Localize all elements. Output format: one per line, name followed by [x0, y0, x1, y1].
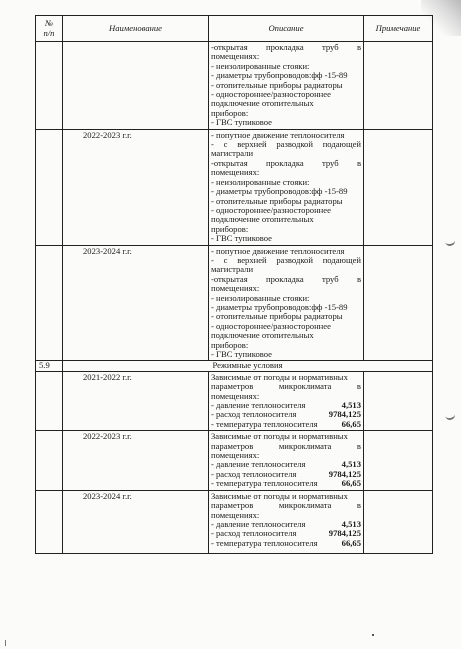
- speck: [5, 640, 6, 646]
- cell-number: [36, 490, 63, 553]
- cell-number: [36, 129, 63, 245]
- cell-note: [364, 490, 433, 553]
- specification-table: [35, 15, 433, 554]
- description-line: помещениях:: [211, 450, 260, 461]
- parameter-label: - расход теплоносителя: [211, 468, 297, 479]
- description-line: подключение отопительных: [211, 330, 314, 341]
- description-line: - диаметры трубопроводов:фф -15-89: [211, 301, 348, 312]
- cell-number: [36, 42, 63, 130]
- cell-note: [364, 129, 433, 245]
- description-line: - отопительные приборы радиаторы: [211, 195, 343, 206]
- parameter-value: 66,65: [341, 418, 361, 429]
- cell-period: 2022-2023 г.г.: [63, 129, 209, 245]
- cell-period: 2023-2024 г.г.: [63, 245, 209, 361]
- section-title: Режимные условия: [63, 361, 433, 371]
- description-line: - ГВС тупиковое: [211, 349, 272, 359]
- parameter-value: 66,65: [341, 537, 361, 548]
- description-line: параметров микроклимата в: [211, 500, 361, 511]
- cell-note: [364, 245, 433, 361]
- description-line: - одностороннее/разностороннее: [211, 320, 331, 331]
- table-row: [36, 129, 433, 245]
- description-line: -открытая прокладка труб в: [211, 42, 361, 52]
- description-line: Зависимые от погоды и нормативных: [211, 371, 348, 382]
- table-row: [36, 490, 433, 553]
- parameter-label: - давление теплоносителя: [211, 459, 306, 470]
- cell-period: 2021-2022 г.г.: [63, 371, 209, 430]
- description-line: - отопительные приборы радиаторы: [211, 311, 343, 322]
- section-row: [36, 361, 433, 371]
- temperature-row: [211, 420, 361, 429]
- description-line: - неизолированные стояки:: [211, 292, 310, 303]
- description-line: помещениях:: [211, 509, 260, 520]
- cell-name: [63, 42, 209, 130]
- description-line: - попутное движение теплоносителя: [211, 245, 345, 256]
- parameter-label: - давление теплоносителя: [211, 518, 306, 529]
- description-line: магистрали: [211, 264, 254, 275]
- description-line: помещениях:: [211, 283, 260, 294]
- temperature-row: [211, 479, 361, 488]
- cell-description: [209, 371, 364, 430]
- table-header-row: [36, 16, 433, 42]
- cell-number: [36, 431, 63, 490]
- cell-note: [364, 431, 433, 490]
- cell-period: 2022-2023 г.г.: [63, 431, 209, 490]
- description-line: - одностороннее/разностороннее: [211, 89, 331, 100]
- description-line: подключение отопительных: [211, 98, 314, 109]
- description-line: - отопительные приборы радиаторы: [211, 79, 343, 90]
- cell-number: [36, 245, 63, 361]
- cell-note: [364, 42, 433, 130]
- description-line: Зависимые от погоды и нормативных: [211, 490, 348, 501]
- description-line: помещениях:: [211, 390, 260, 401]
- description-line: приборов:: [211, 107, 249, 118]
- description-line: - с верхней разводкой подающей: [211, 139, 361, 150]
- description-line: приборов:: [211, 339, 249, 350]
- description-line: -открытая прокладка труб в: [211, 273, 361, 284]
- speck: [372, 634, 374, 636]
- description-line: - попутное движение теплоносителя: [211, 129, 345, 140]
- description-line: - неизолированные стояки:: [211, 60, 310, 71]
- description-line: подключение отопительных: [211, 214, 314, 225]
- parameter-value: 66,65: [341, 478, 361, 489]
- table-row: [36, 371, 433, 430]
- parameter-label: - расход теплоносителя: [211, 528, 297, 539]
- parameter-value: 9784,125: [328, 409, 361, 420]
- description-line: - диаметры трубопроводов:фф -15-89: [211, 70, 348, 81]
- description-line: магистрали: [211, 148, 254, 159]
- description-line: приборов:: [211, 223, 249, 234]
- parameter-value: 9784,125: [328, 468, 361, 479]
- header-note: Примечание: [364, 16, 433, 42]
- edge-mark: [444, 409, 456, 421]
- description-line: помещениях:: [211, 167, 260, 178]
- description-line: - неизолированные стояки:: [211, 176, 310, 187]
- description-line: -открытая прокладка труб в: [211, 157, 361, 168]
- table-row: [36, 245, 433, 361]
- cell-note: [364, 371, 433, 430]
- description-line: параметров микроклимата в: [211, 440, 361, 451]
- cell-number: [36, 371, 63, 430]
- parameter-label: - температура теплоносителя: [211, 537, 318, 548]
- parameter-value: 9784,125: [328, 528, 361, 539]
- parameter-value: 4,513: [341, 459, 361, 470]
- description-line: помещениях:: [211, 51, 260, 62]
- cell-period: 2023-2024 г.г.: [63, 490, 209, 553]
- description-line: Зависимые от погоды и нормативных: [211, 431, 348, 442]
- parameter-value: 4,513: [341, 400, 361, 411]
- parameter-value: 4,513: [341, 518, 361, 529]
- cell-description: [209, 42, 364, 130]
- cell-description: [209, 245, 364, 361]
- parameter-label: - температура теплоносителя: [211, 418, 318, 429]
- temperature-row: [211, 539, 361, 548]
- header-description: Описание: [209, 16, 364, 42]
- parameter-label: - температура теплоносителя: [211, 478, 318, 489]
- header-number: № п/п: [36, 16, 63, 42]
- parameter-label: - давление теплоносителя: [211, 400, 306, 411]
- header-name: Наименование: [63, 16, 209, 42]
- table-row: [36, 431, 433, 490]
- description-line: - одностороннее/разностороннее: [211, 204, 331, 215]
- description-line: параметров микроклимата в: [211, 381, 361, 392]
- table-row: [36, 42, 433, 130]
- description-line: - ГВС тупиковое: [211, 117, 272, 128]
- description-line: - ГВС тупиковое: [211, 233, 272, 244]
- cell-description: [209, 431, 364, 490]
- cell-description: [209, 490, 364, 553]
- section-number: 5.9: [36, 361, 63, 371]
- edge-mark: [444, 235, 456, 247]
- cell-description: [209, 129, 364, 245]
- description-line: - с верхней разводкой подающей: [211, 254, 361, 265]
- parameter-label: - расход теплоносителя: [211, 409, 297, 420]
- description-line: - диаметры трубопроводов:фф -15-89: [211, 186, 348, 197]
